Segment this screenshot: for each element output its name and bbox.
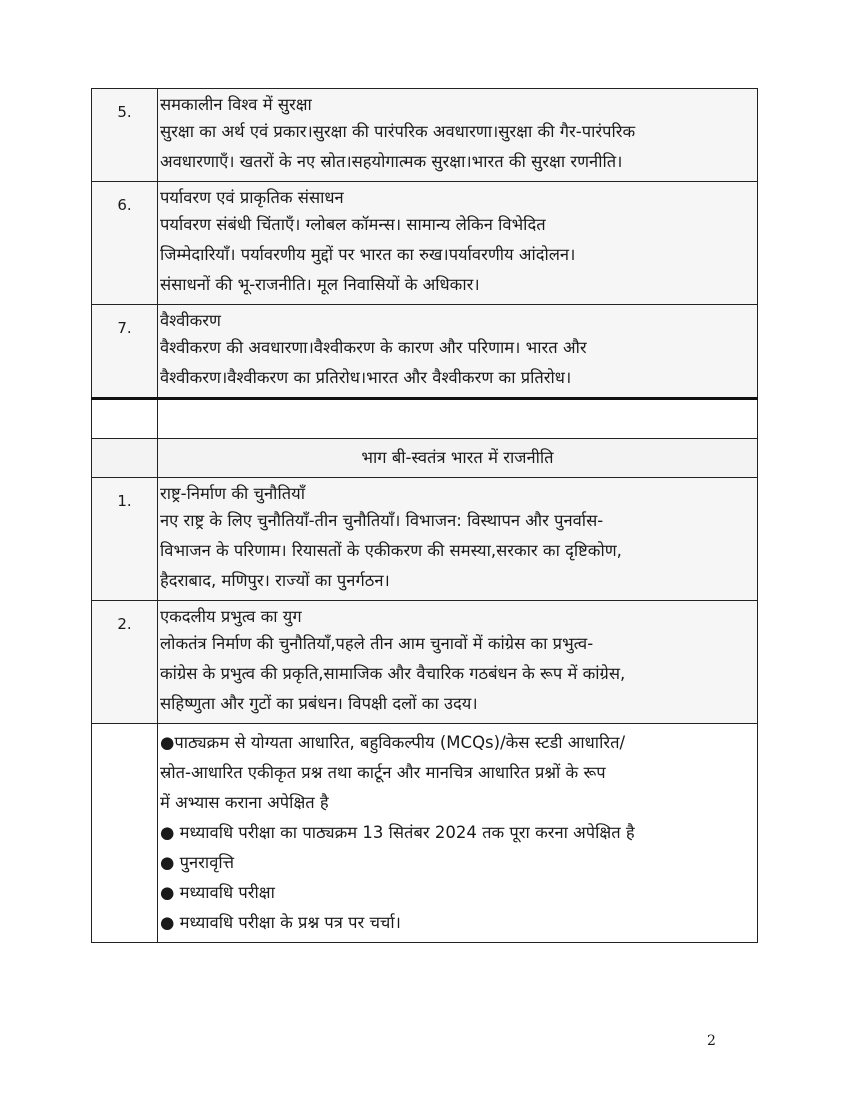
description-line: विभाजन के परिणाम। रियासतों के एकीकरण की समस्या,सरकार का दृष्टिकोण, — [160, 541, 622, 560]
page-number: 2 — [707, 1033, 716, 1049]
description-line: हैदराबाद, मणिपुर। राज्यों का पुनर्गठन। — [160, 571, 390, 590]
empty-cell — [92, 439, 158, 478]
description-line: वैश्वीकरण।वैश्वीकरण का प्रतिरोध।भारत और वैश्वीकरण का प्रतिरोध। — [160, 368, 572, 387]
topic-number-cell — [92, 601, 158, 724]
topic-content-cell — [158, 89, 758, 182]
topic-title: एकदलीय प्रभुत्व का युग — [160, 607, 302, 626]
notes-cell — [158, 724, 758, 943]
description-line: सहिष्णुता और गुटों का प्रबंधन। विपक्षी दलों का उदय। — [160, 694, 478, 713]
topic-number-cell — [92, 89, 158, 182]
topic-number-cell — [92, 478, 158, 601]
topic-description — [160, 333, 755, 393]
topic-number: 1. — [117, 492, 132, 510]
empty-cell — [92, 399, 158, 439]
topic-content-cell — [158, 601, 758, 724]
topic-title: समकालीन विश्व में सुरक्षा — [160, 95, 312, 114]
topic-number: 2. — [117, 615, 132, 633]
empty-cell — [158, 399, 758, 439]
note-line: ●पाठ्यक्रम से योग्यता आधारित, बहुविकल्पीय (MCQs)/केस स्टडी आधारित/ — [160, 733, 626, 752]
topic-number: 5. — [117, 103, 132, 121]
description-line: जिम्मेदारियाँ। पर्यावरणीय मुद्दों पर भारत का रुख।पर्यावरणीय आंदोलन। — [160, 245, 576, 264]
table-row-topic-5 — [92, 89, 758, 182]
topic-title: पर्यावरण एवं प्राकृतिक संसाधन — [160, 188, 344, 207]
note-line: में अभ्यास कराना अपेक्षित है — [160, 793, 329, 812]
description-line: अवधारणाएँ। खतरों के नए स्रोत।सहयोगात्मक सुरक्षा।भारत की सुरक्षा रणनीति। — [160, 152, 623, 171]
topic-number-cell — [92, 182, 158, 305]
table-row-partb-topic-2 — [92, 601, 758, 724]
notes-list — [160, 728, 755, 938]
description-line: लोकतंत्र निर्माण की चुनौतियाँ,पहले तीन आम चुनावों में कांग्रेस का प्रभुत्व- — [160, 634, 594, 653]
topic-title: राष्ट्र-निर्माण की चुनौतियाँ — [160, 484, 305, 503]
topic-content-cell — [158, 182, 758, 305]
table-row-empty — [92, 399, 758, 439]
description-line: कांग्रेस के प्रभुत्व की प्रकृति,सामाजिक और वैचारिक गठबंधन के रूप में कांग्रेस, — [160, 664, 626, 683]
topic-description — [160, 506, 755, 596]
table-row-notes — [92, 724, 758, 943]
empty-cell — [92, 724, 158, 943]
description-line: पर्यावरण संबंधी चिंताएँ। ग्लोबल कॉमन्स। सामान्य लेकिन विभेदित — [160, 215, 546, 234]
topic-number-cell — [92, 305, 158, 399]
note-line: ● मध्यावधि परीक्षा — [160, 883, 275, 902]
topic-content-cell — [158, 305, 758, 399]
topic-description — [160, 117, 755, 177]
section-header-row — [92, 439, 758, 478]
description-line: नए राष्ट्र के लिए चुनौतियाँ-तीन चुनौतियाँ। विभाजन: विस्थापन और पुनर्वास- — [160, 511, 604, 530]
topic-number: 6. — [117, 196, 132, 214]
note-line: स्रोत-आधारित एकीकृत प्रश्न तथा कार्टून और मानचित्र आधारित प्रश्नों के रूप — [160, 763, 606, 782]
section-title: भाग बी-स्वतंत्र भारत में राजनीति — [158, 439, 758, 478]
topic-number: 7. — [117, 319, 132, 337]
note-line: ● मध्यावधि परीक्षा के प्रश्न पत्र पर चर्चा। — [160, 913, 401, 932]
topic-title: वैश्वीकरण — [160, 311, 221, 330]
topic-description — [160, 629, 755, 719]
description-line: संसाधनों की भू-राजनीति। मूल निवासियों के अधिकार। — [160, 275, 480, 294]
topic-content-cell — [158, 478, 758, 601]
description-line: सुरक्षा का अर्थ एवं प्रकार।सुरक्षा की पारंपरिक अवधारणा।सुरक्षा की गैर-पारंपरिक — [160, 122, 636, 141]
table-row-topic-6 — [92, 182, 758, 305]
topic-description — [160, 210, 755, 300]
table-row-topic-7 — [92, 305, 758, 399]
note-line: ● मध्यावधि परीक्षा का पाठ्यक्रम 13 सितंबर 2024 तक पूरा करना अपेक्षित है — [160, 823, 635, 842]
description-line: वैश्वीकरण की अवधारणा।वैश्वीकरण के कारण और परिणाम। भारत और — [160, 338, 587, 357]
table-row-partb-topic-1 — [92, 478, 758, 601]
note-line: ● पुनरावृत्ति — [160, 853, 235, 872]
syllabus-table — [91, 88, 758, 943]
